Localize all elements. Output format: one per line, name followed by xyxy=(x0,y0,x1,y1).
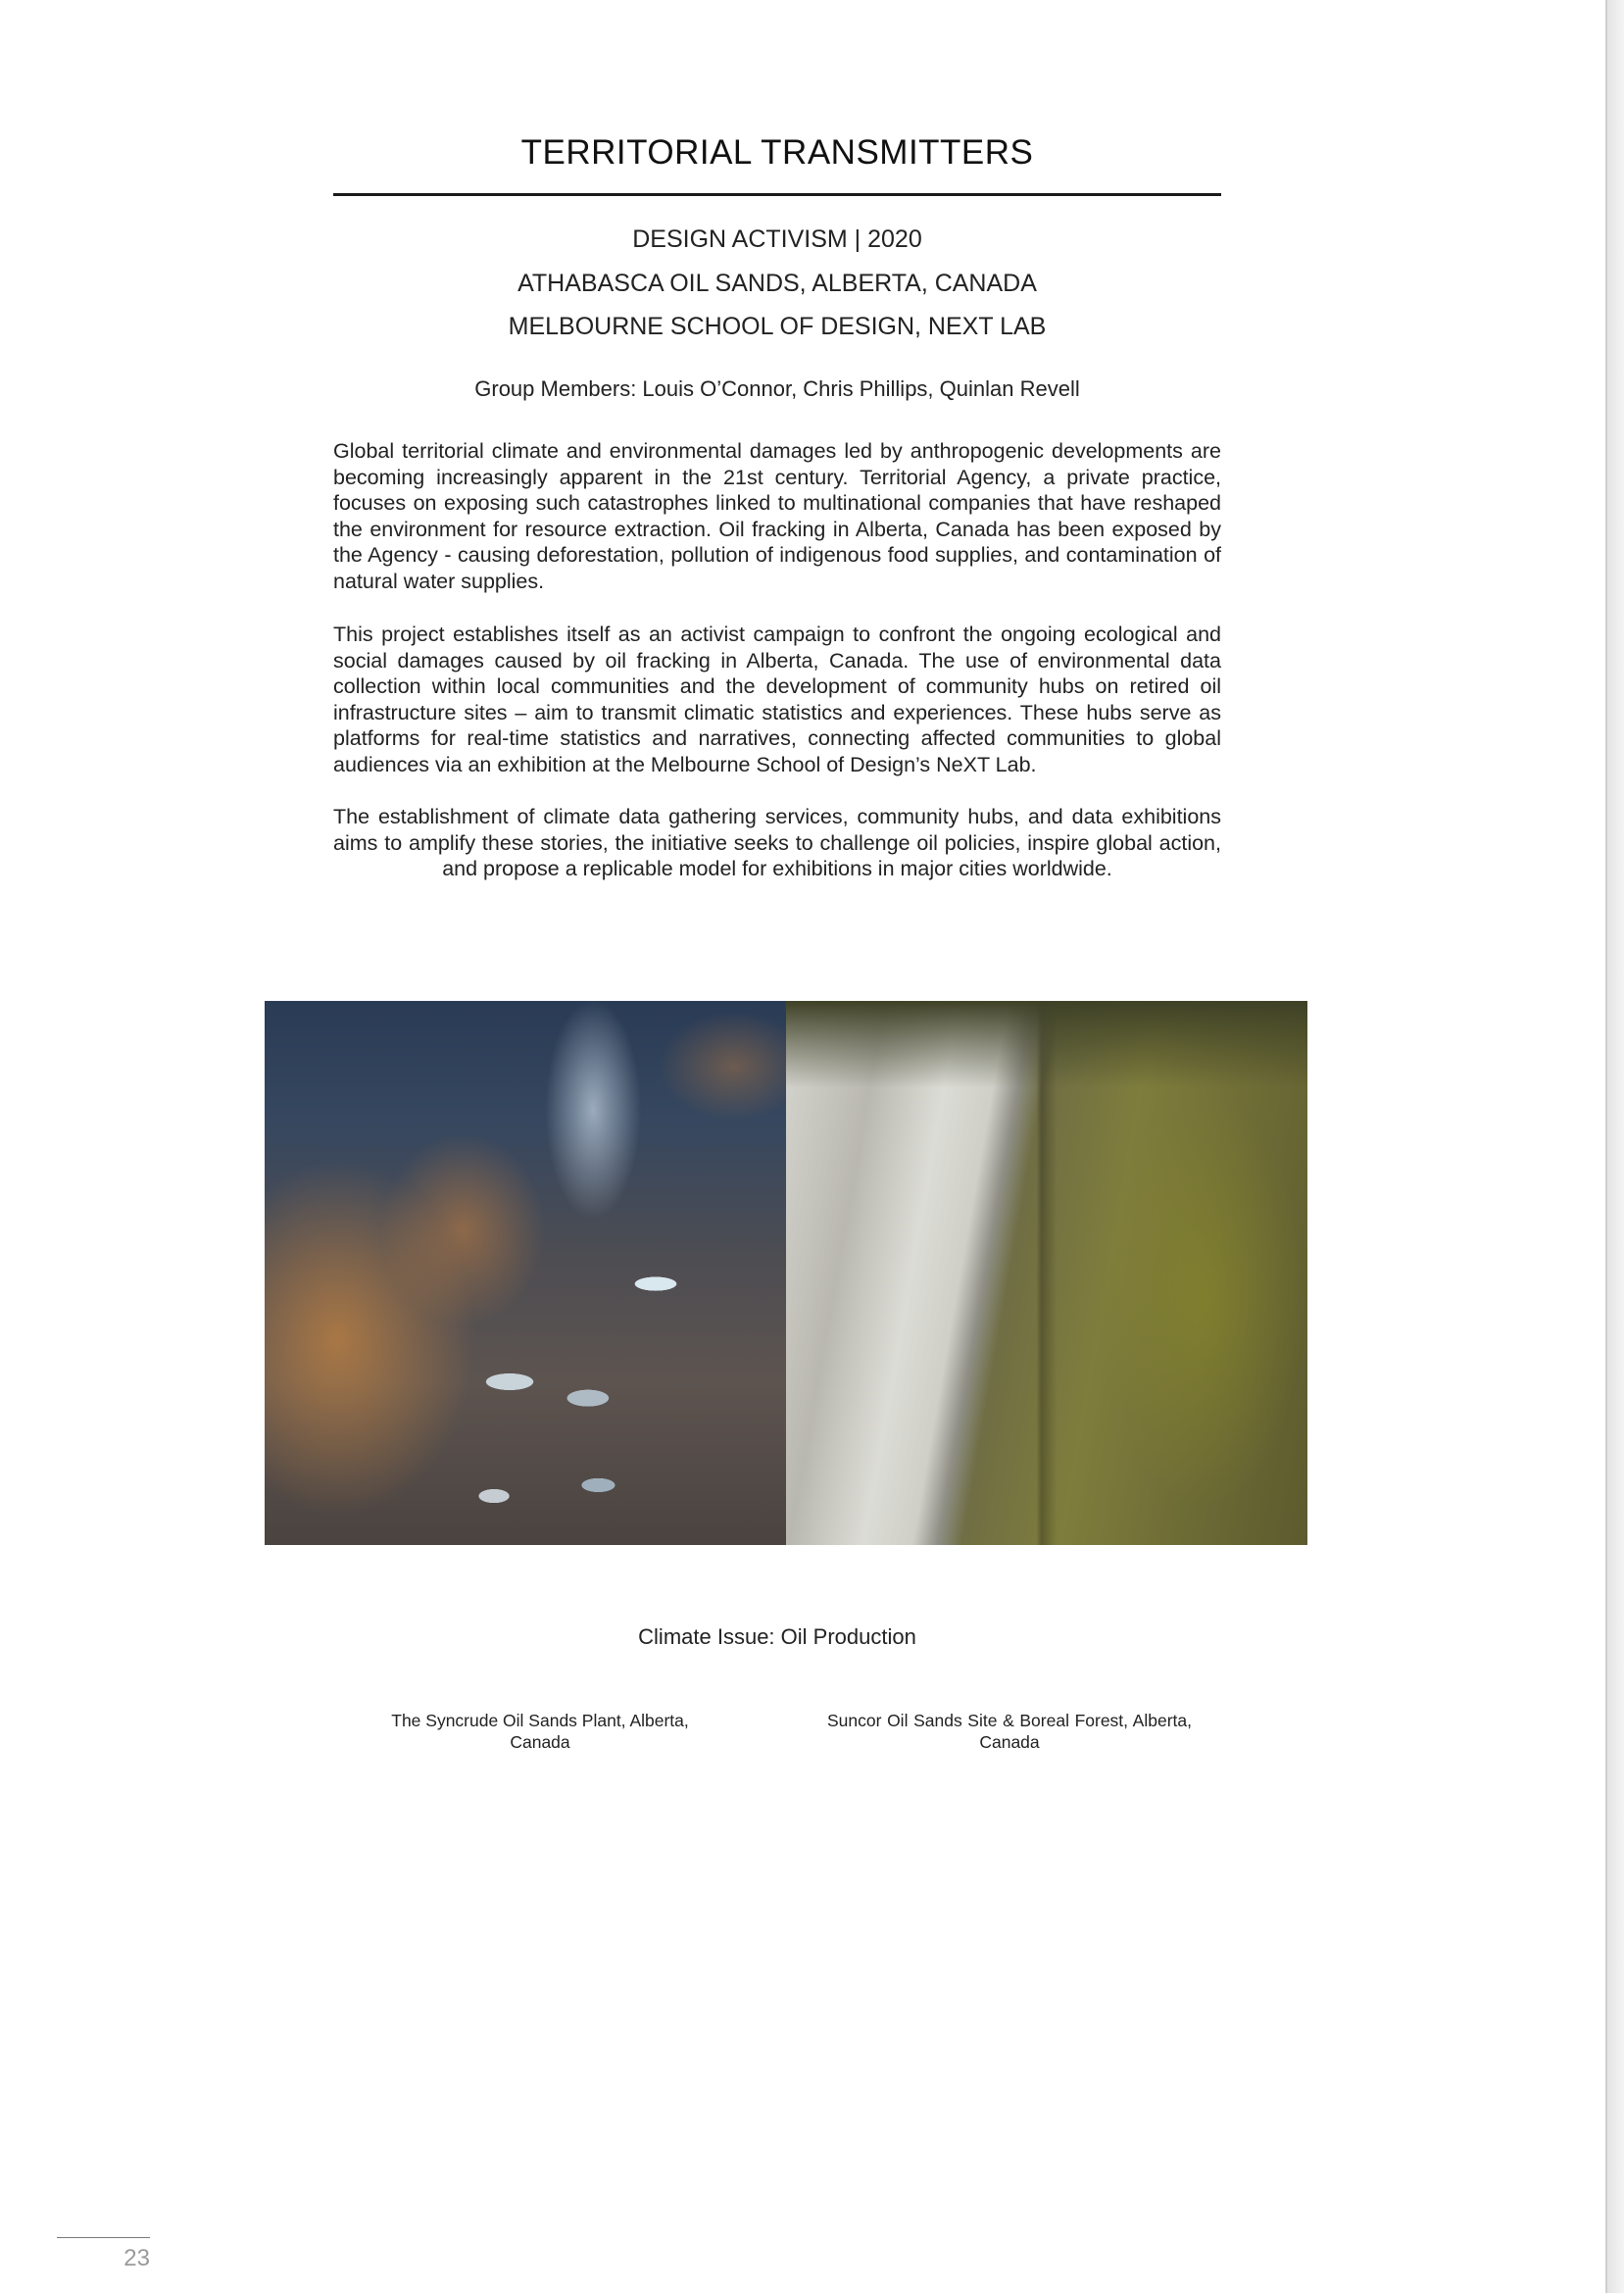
footer-rule xyxy=(57,2237,150,2238)
syncrude-plant-photo xyxy=(265,1001,786,1545)
project-paragraph: This project establishes itself as an activist campaign to confront the ongoing ecological and social damages caused by oil fracking in Alberta, Canada. The use of environmental data collection within local communities and the development of community hubs on retired oil infrastructure sites – aim to transmit climatic statistics and experiences. These hubs serve as platforms for real-time statistics and narratives, connecting affected communities to global audiences via an exhibition at the Melbourne School of Design’s NeXT Lab. xyxy=(333,623,1221,776)
figure-caption: Climate Issue: Oil Production xyxy=(638,1624,916,1649)
suncor-site-forest-photo xyxy=(786,1001,1307,1545)
aims-paragraph: The establishment of climate data gathering services, community hubs, and data exhibitions aims to amplify these stories, the initiative seeks to challenge oil policies, inspire global action, and propose a replicable model for exhibitions in major cities worldwide. xyxy=(333,805,1221,881)
project-institution: MELBOURNE SCHOOL OF DESIGN, NEXT LAB xyxy=(508,313,1047,340)
left-photo-caption: The Syncrude Oil Sands Plant, Alberta, Canada xyxy=(391,1711,689,1752)
intro-paragraph: Global territorial climate and environmental damages led by anthropogenic developments are becoming increasingly apparent in the 21st century. Territorial Agency, a private practice, focuses on exposing such catastrophes linked to multinational companies that have reshaped the environment for resource extraction. Oil fracking in Alberta, Canada has been exposed by the Agency - causing deforestation, pollution of indigenous food supplies, and contamination of natural water supplies. xyxy=(333,439,1221,593)
group-members: Group Members: Louis O’Connor, Chris Phillips, Quinlan Revell xyxy=(474,376,1080,401)
right-photo-caption: Suncor Oil Sands Site & Boreal Forest, Alberta, Canada xyxy=(827,1711,1192,1752)
project-type-year: DESIGN ACTIVISM | 2020 xyxy=(632,225,922,253)
project-location: ATHABASCA OIL SANDS, ALBERTA, CANADA xyxy=(517,270,1037,297)
page-edge-shadow xyxy=(1607,0,1624,2293)
title-divider xyxy=(333,193,1221,196)
page-title: TERRITORIAL TRANSMITTERS xyxy=(520,133,1034,172)
page-number: 23 xyxy=(123,2245,150,2271)
